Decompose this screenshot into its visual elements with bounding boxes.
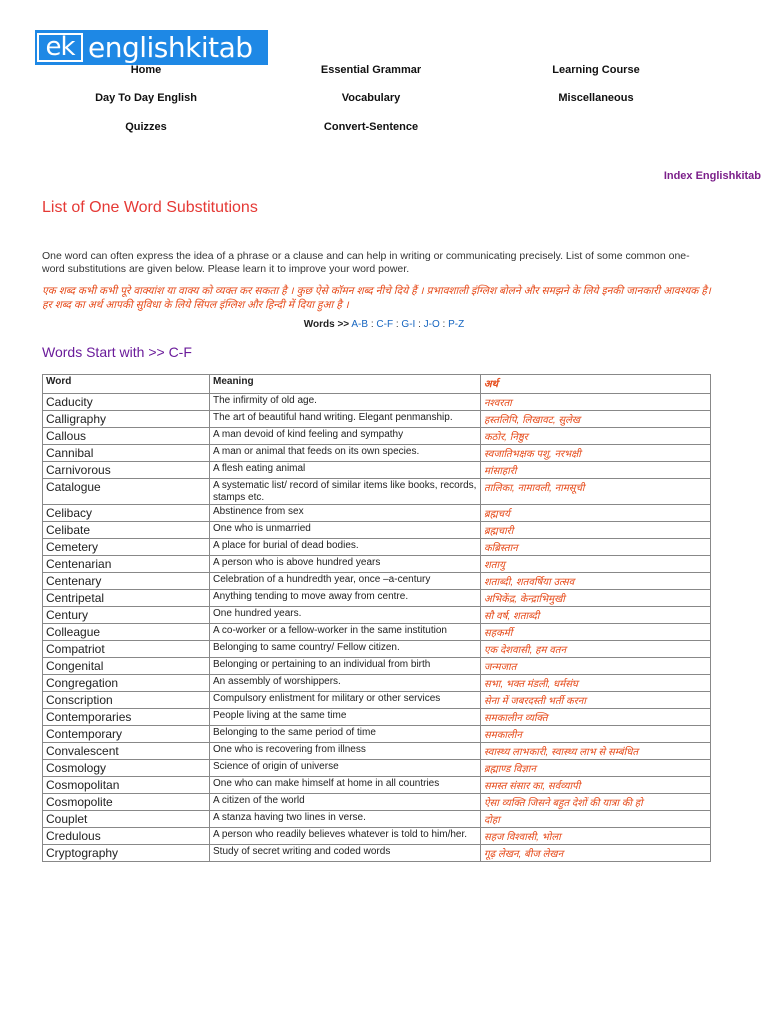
word-cell: Congenital	[43, 658, 210, 675]
table-row	[43, 556, 711, 573]
table-row	[43, 777, 711, 794]
hindi-meaning-cell: ब्रह्मचर्य	[481, 505, 711, 522]
words-nav-separator: :	[442, 319, 446, 330]
word-cell: Century	[43, 607, 210, 624]
table-row	[43, 760, 711, 777]
hindi-meaning-cell: कठोर, निष्ठुर	[481, 428, 711, 445]
site-logo[interactable]	[35, 30, 268, 65]
meaning-cell: One who is unmarried	[210, 522, 481, 539]
table-row	[43, 641, 711, 658]
word-cell: Centripetal	[43, 590, 210, 607]
table-row	[43, 573, 711, 590]
word-cell: Callous	[43, 428, 210, 445]
meaning-cell: Compulsory enlistment for military or other services	[210, 692, 481, 709]
word-cell: Celibate	[43, 522, 210, 539]
hindi-meaning-cell: सेना में जबरदस्ती भर्ती करना	[481, 692, 711, 709]
logo-mark: ek	[37, 33, 83, 62]
meaning-cell: One hundred years.	[210, 607, 481, 624]
word-cell: Cryptography	[43, 845, 210, 862]
table-row	[43, 743, 711, 760]
word-cell: Centenarian	[43, 556, 210, 573]
hindi-meaning-cell: समकालीन व्यक्ति	[481, 709, 711, 726]
nav-miscellaneous[interactable]: Miscellaneous	[558, 92, 634, 104]
word-cell: Celibacy	[43, 505, 210, 522]
word-substitution-table	[42, 374, 711, 862]
words-nav-separator: :	[395, 319, 399, 330]
meaning-cell: A place for burial of dead bodies.	[210, 539, 481, 556]
table-row	[43, 811, 711, 828]
hindi-meaning-cell: सहज विश्वासी, भोला	[481, 828, 711, 845]
meaning-cell: A person who readily believes whatever is told to him/her.	[210, 828, 481, 845]
hindi-meaning-cell: तालिका, नामावली, नामसूची	[481, 479, 711, 505]
table-body	[43, 394, 711, 862]
word-cell: Cemetery	[43, 539, 210, 556]
table-row	[43, 479, 711, 505]
hindi-meaning-cell: गूढ़ लेखन, बीज लेखन	[481, 845, 711, 862]
table-row	[43, 709, 711, 726]
word-cell: Congregation	[43, 675, 210, 692]
table-row	[43, 590, 711, 607]
words-link-j-o[interactable]: J-O	[423, 319, 440, 330]
table-header-row	[43, 375, 711, 394]
word-cell: Carnivorous	[43, 462, 210, 479]
nav-essential-grammar[interactable]: Essential Grammar	[320, 64, 422, 76]
hindi-meaning-cell: एक देशवासी, हम वतन	[481, 641, 711, 658]
hindi-meaning-cell: दोहा	[481, 811, 711, 828]
table-row	[43, 675, 711, 692]
table-row	[43, 522, 711, 539]
meaning-cell: Science of origin of universe	[210, 760, 481, 777]
index-link[interactable]: Index Englishkitab	[663, 170, 761, 182]
word-cell: Colleague	[43, 624, 210, 641]
words-nav-label: Words >>	[303, 319, 350, 330]
meaning-cell: The infirmity of old age.	[210, 394, 481, 411]
nav-quizzes[interactable]: Quizzes	[125, 121, 167, 133]
hindi-meaning-cell: सौ वर्ष, शताब्दी	[481, 607, 711, 624]
word-cell: Calligraphy	[43, 411, 210, 428]
meaning-cell: Study of secret writing and coded words	[210, 845, 481, 862]
word-cell: Contemporary	[43, 726, 210, 743]
table-row	[43, 411, 711, 428]
word-cell: Cosmopolitan	[43, 777, 210, 794]
hindi-meaning-cell: नश्वरता	[481, 394, 711, 411]
word-cell: Caducity	[43, 394, 210, 411]
table-row	[43, 828, 711, 845]
meaning-cell: Belonging or pertaining to an individual from birth	[210, 658, 481, 675]
word-cell: Couplet	[43, 811, 210, 828]
words-link-c-f[interactable]: C-F	[376, 319, 394, 330]
meaning-cell: An assembly of worshippers.	[210, 675, 481, 692]
meaning-cell: A flesh eating animal	[210, 462, 481, 479]
hindi-meaning-cell: कब्रिस्तान	[481, 539, 711, 556]
nav-home[interactable]: Home	[130, 64, 162, 76]
hindi-meaning-cell: समकालीन	[481, 726, 711, 743]
hindi-meaning-cell: समस्त संसार का, सर्वव्यापी	[481, 777, 711, 794]
column-header-word: Word	[43, 375, 210, 394]
words-link-g-i[interactable]: G-I	[401, 319, 416, 330]
meaning-cell: Abstinence from sex	[210, 505, 481, 522]
table-row	[43, 794, 711, 811]
word-cell: Compatriot	[43, 641, 210, 658]
hindi-meaning-cell: स्वजातिभक्षक पशु, नरभक्षी	[481, 445, 711, 462]
meaning-cell: The art of beautiful hand writing. Elegant penmanship.	[210, 411, 481, 428]
table-row	[43, 607, 711, 624]
hindi-meaning-cell: शतायु	[481, 556, 711, 573]
meaning-cell: Anything tending to move away from centre.	[210, 590, 481, 607]
meaning-cell: A co-worker or a fellow-worker in the same institution	[210, 624, 481, 641]
table-row	[43, 428, 711, 445]
word-cell: Contemporaries	[43, 709, 210, 726]
words-index-nav	[0, 319, 768, 330]
hindi-meaning-cell: ऐसा व्यक्ति जिसने बहुत देशों की यात्रा की हो	[481, 794, 711, 811]
meaning-cell: A man devoid of kind feeling and sympathy	[210, 428, 481, 445]
words-link-p-z[interactable]: P-Z	[448, 319, 465, 330]
hindi-meaning-cell: ब्रह्माण्ड विज्ञान	[481, 760, 711, 777]
table-row	[43, 445, 711, 462]
table-row	[43, 505, 711, 522]
table-row	[43, 394, 711, 411]
hindi-meaning-cell: मांसाहारी	[481, 462, 711, 479]
meaning-cell: A person who is above hundred years	[210, 556, 481, 573]
nav-day-to-day-english[interactable]: Day To Day English	[95, 92, 197, 104]
word-cell: Centenary	[43, 573, 210, 590]
word-cell: Cannibal	[43, 445, 210, 462]
word-cell: Credulous	[43, 828, 210, 845]
table-row	[43, 845, 711, 862]
meaning-cell: A man or animal that feeds on its own species.	[210, 445, 481, 462]
word-cell: Convalescent	[43, 743, 210, 760]
table-row	[43, 692, 711, 709]
word-cell: Catalogue	[43, 479, 210, 505]
meaning-cell: Celebration of a hundredth year, once –a-century	[210, 573, 481, 590]
hindi-meaning-cell: हस्तलिपि, लिखावट, सुलेख	[481, 411, 711, 428]
hindi-meaning-cell: सहकर्मी	[481, 624, 711, 641]
logo-text: englishkitab	[88, 31, 253, 64]
hindi-meaning-cell: शताब्दी, शतवर्षिया उत्सव	[481, 573, 711, 590]
column-header-hindi: अर्थ	[481, 375, 711, 394]
meaning-cell: One who can make himself at home in all countries	[210, 777, 481, 794]
section-title: Words Start with >> C-F	[42, 344, 192, 360]
table-row	[43, 624, 711, 641]
table-row	[43, 539, 711, 556]
words-link-a-b[interactable]: A-B	[351, 319, 369, 330]
word-cell: Cosmology	[43, 760, 210, 777]
intro-english: One word can often express the idea of a phrase or a clause and can help in writing or communicating precisely. List of some common one-word substitutions are given below. Please learn it to improve your word power.	[42, 250, 690, 275]
meaning-cell: A citizen of the world	[210, 794, 481, 811]
word-cell: Cosmopolite	[43, 794, 210, 811]
words-nav-separator: :	[370, 319, 374, 330]
intro-hindi: एक शब्द कभी कभी पूरे वाक्यांश या वाक्य को व्यक्त कर सकता है । कुछ ऐसे कॉमन शब्द नीचे दिये हैं । प्रभावशाली इंग्लिश बोलने और समझने के लिये इनकी जानकारी आवश्यक है। हर शब्द का अर्थ आपकी सुविधा के लिये सिंपल इंग्लिश और हिन्दी में दिया हुआ है ।	[42, 285, 711, 311]
meaning-cell: Belonging to same country/ Fellow citizen.	[210, 641, 481, 658]
meaning-cell: People living at the same time	[210, 709, 481, 726]
meaning-cell: A stanza having two lines in verse.	[210, 811, 481, 828]
table-row	[43, 658, 711, 675]
hindi-meaning-cell: ब्रह्मचारी	[481, 522, 711, 539]
hindi-meaning-cell: स्वास्थ्य लाभकारी, स्वास्थ्य लाभ से सम्बंधित	[481, 743, 711, 760]
column-header-meaning: Meaning	[210, 375, 481, 394]
hindi-meaning-cell: जन्मजात	[481, 658, 711, 675]
hindi-meaning-cell: सभा, भक्त मंडली, धर्मसंघ	[481, 675, 711, 692]
nav-convert-sentence[interactable]: Convert-Sentence	[323, 121, 419, 133]
meaning-cell: One who is recovering from illness	[210, 743, 481, 760]
words-nav-separator: :	[418, 319, 421, 330]
hindi-meaning-cell: अभिकेंद्र, केन्द्राभिमुखी	[481, 590, 711, 607]
word-cell: Conscription	[43, 692, 210, 709]
nav-learning-course[interactable]: Learning Course	[552, 64, 640, 76]
table-row	[43, 726, 711, 743]
page-title: List of One Word Substitutions	[42, 199, 258, 216]
table-row	[43, 462, 711, 479]
nav-vocabulary[interactable]: Vocabulary	[341, 92, 401, 104]
meaning-cell: Belonging to the same period of time	[210, 726, 481, 743]
meaning-cell: A systematic list/ record of similar items like books, records, stamps etc.	[210, 479, 481, 505]
